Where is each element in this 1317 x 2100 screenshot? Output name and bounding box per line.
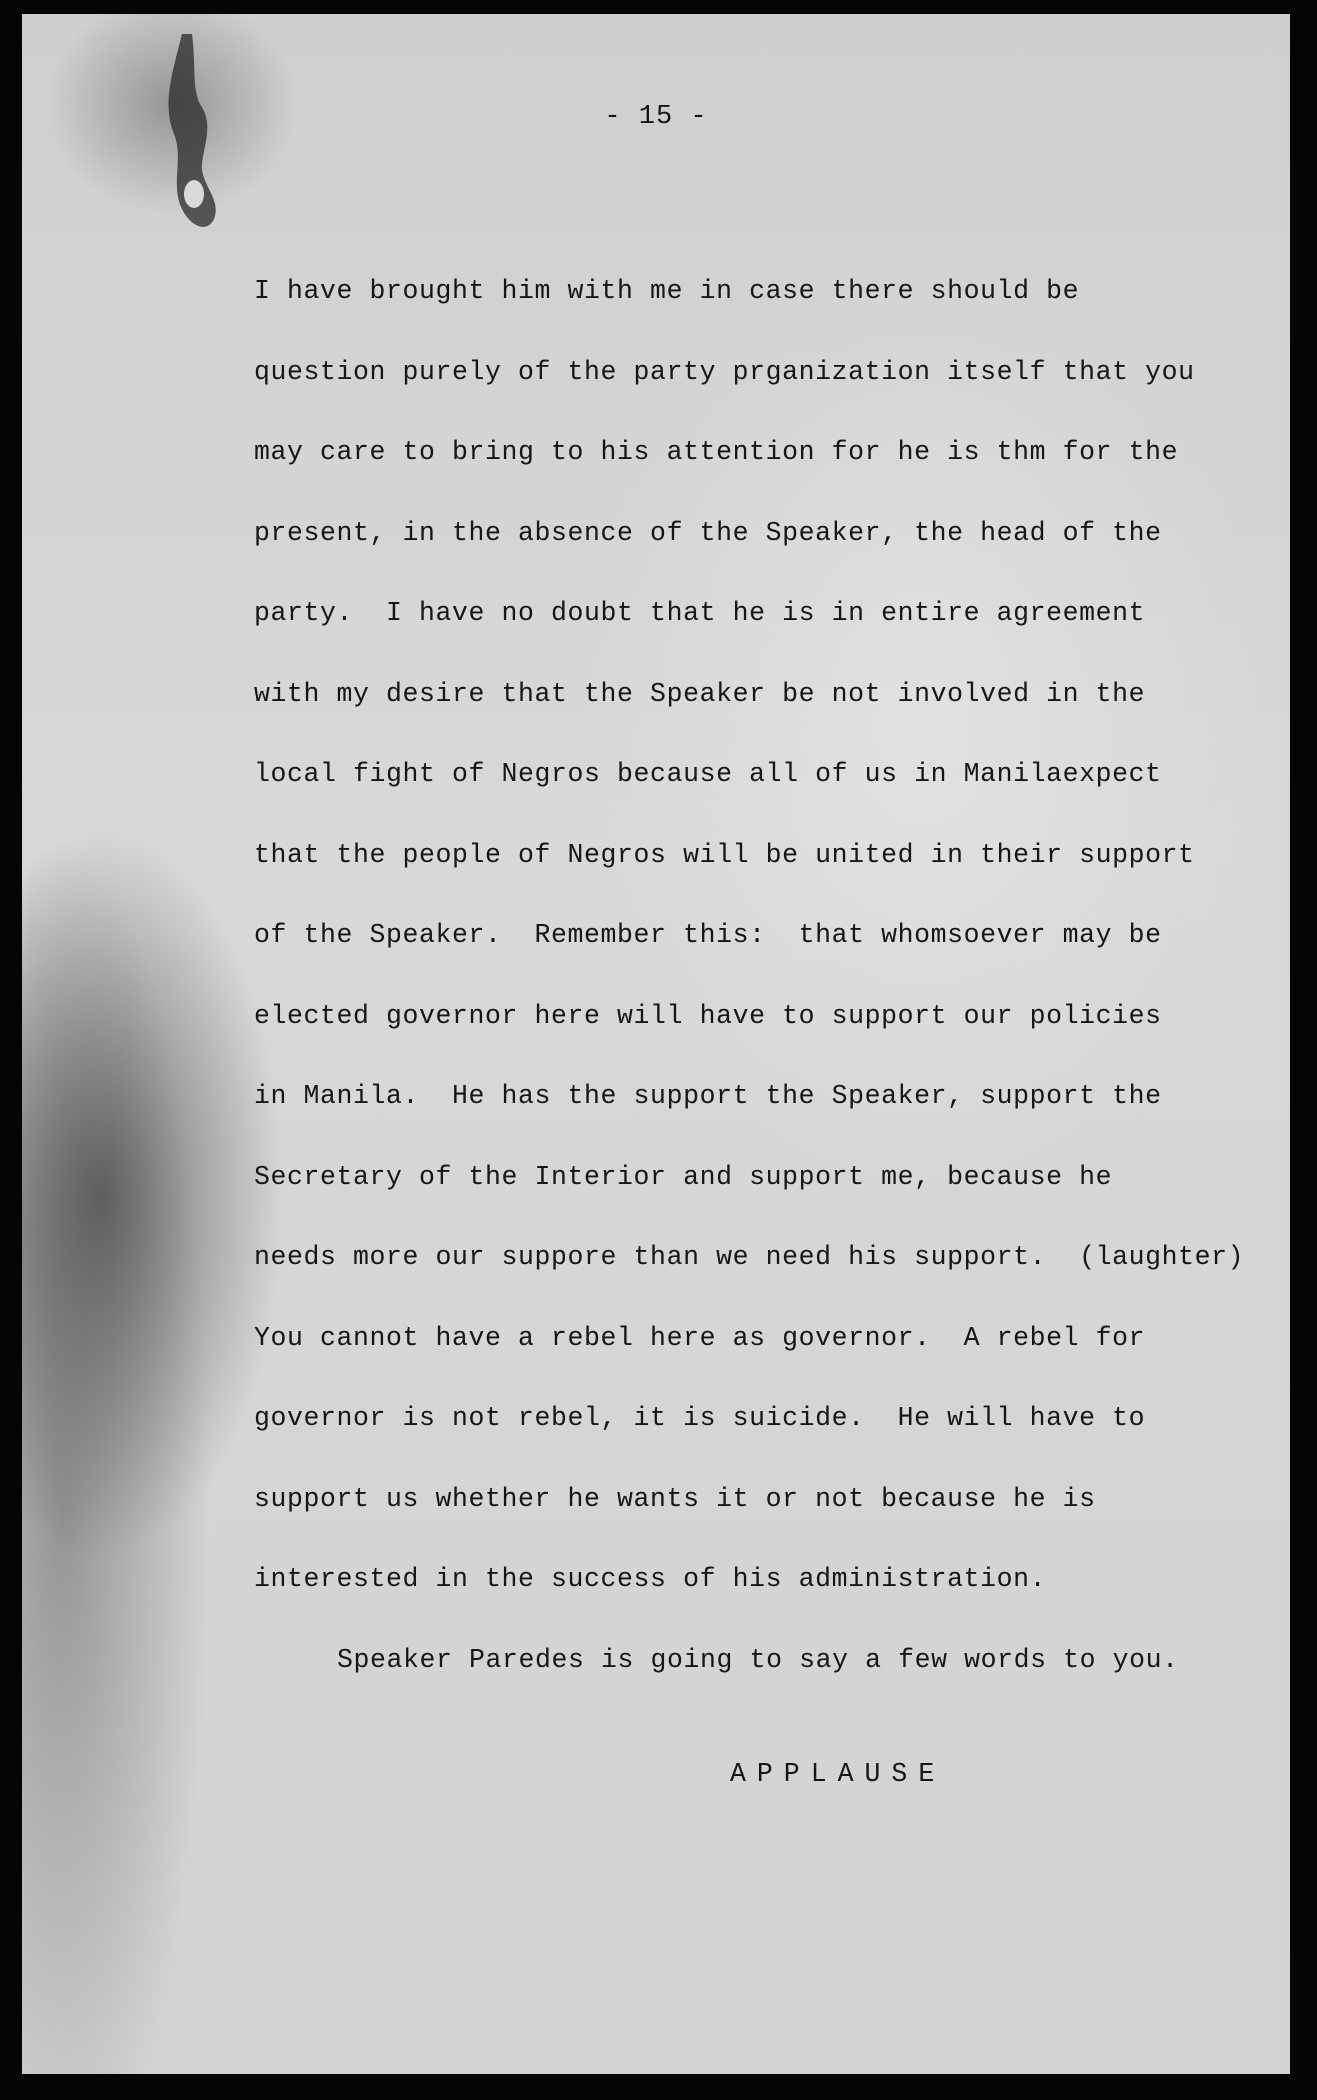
page-number: - 15 - xyxy=(604,102,708,132)
text-line: with my desire that the Speaker be not involved in the xyxy=(254,678,1146,709)
text-line-indented: Speaker Paredes is going to say a few words to you. xyxy=(337,1644,1179,1675)
text-line: may care to bring to his attention for he is thm for the xyxy=(254,437,1179,467)
text-line: You cannot have a rebel here as governor. A rebel for xyxy=(254,1322,1146,1353)
text-line: party. I have no doubt that he is in entire agreement xyxy=(254,598,1146,628)
text-line: local fight of Negros because all of us in Manilaexpect xyxy=(254,759,1162,789)
text-line: governor is not rebel, it is suicide. He will have to xyxy=(254,1403,1146,1433)
text-line: support us whether he wants it or not because he is xyxy=(254,1483,1096,1514)
text-line: question purely of the party prganization itself that you xyxy=(254,356,1195,387)
text-line: needs more our suppore than we need his support. (laughter) xyxy=(254,1242,1245,1272)
text-line: in Manila. He has the support the Speaker, support the xyxy=(254,1081,1162,1111)
text-line: that the people of Negros will be united in their support xyxy=(254,839,1195,870)
ink-stain-mark xyxy=(152,34,232,244)
text-line: elected governor here will have to support our policies xyxy=(254,1000,1162,1031)
document-page xyxy=(22,14,1290,2074)
applause-note: APPLAUSE xyxy=(730,1759,946,1789)
text-line: I have brought him with me in case there should be xyxy=(254,276,1080,306)
body-text xyxy=(254,276,1264,1725)
text-line: present, in the absence of the Speaker, the head of the xyxy=(254,517,1162,548)
text-line: of the Speaker. Remember this: that whomsoever may be xyxy=(254,920,1162,950)
text-line: Secretary of the Interior and support me, because he xyxy=(254,1161,1113,1192)
text-line: interested in the success of his administration. xyxy=(254,1564,1047,1594)
